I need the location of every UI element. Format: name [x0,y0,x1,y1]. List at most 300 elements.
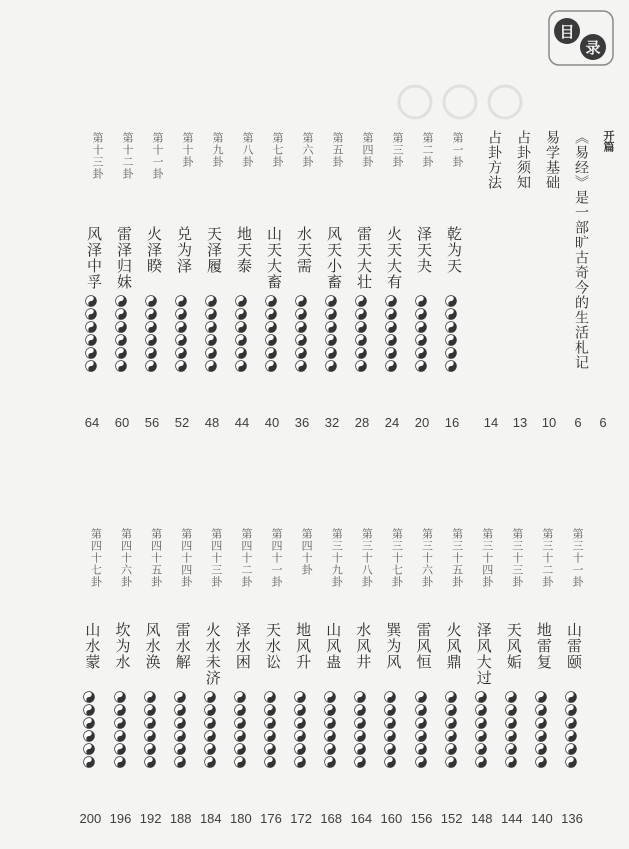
yin-yang-icon [324,756,336,768]
yin-yang-icon [174,730,186,742]
hexagram-symbols [535,691,549,769]
hexagram-ordinal: 第四十七卦 [89,528,103,588]
yin-yang-icon [265,347,277,359]
yin-yang-icon [324,704,336,716]
hexagram-entry[interactable] [439,528,465,828]
yin-yang-icon [235,334,247,346]
yin-yang-icon [295,334,307,346]
decorative-pattern [395,82,525,122]
hexagram-name: 风泽中孚 [85,226,103,290]
yin-yang-icon [235,360,247,372]
yin-yang-icon [475,717,487,729]
hexagram-name: 地雷复 [534,622,553,670]
yin-yang-icon [445,756,457,768]
hexagram-ordinal: 第一卦 [451,132,464,168]
yin-yang-icon [294,691,306,703]
yin-yang-icon [204,730,216,742]
hexagram-symbols [415,691,429,769]
hexagram-entry[interactable] [79,132,105,432]
yin-yang-icon [234,717,246,729]
prelim-entry[interactable] [478,130,504,430]
yin-yang-icon [294,730,306,742]
hexagram-ordinal: 第十一卦 [151,132,164,180]
hexagram-name: 风天小畜 [325,226,343,290]
hexagram-symbols [294,691,308,769]
hexagram-ordinal: 第五卦 [331,132,344,168]
hexagram-ordinal: 第四十五卦 [149,528,163,588]
yin-yang-icon [445,347,457,359]
yin-yang-icon [445,295,457,307]
yin-yang-icon [83,730,95,742]
yin-yang-icon [415,691,427,703]
yin-yang-icon [234,704,246,716]
page-number: 40 [264,415,280,430]
hexagram-name: 泽天夬 [415,226,433,274]
hexagram-name: 山天大畜 [265,226,283,290]
hexagram-symbols [475,691,489,769]
yin-yang-icon [354,730,366,742]
hexagram-entry[interactable] [349,132,375,432]
yin-yang-icon [505,691,517,703]
yin-yang-icon [415,347,427,359]
yin-yang-icon [324,743,336,755]
yin-yang-icon [205,295,217,307]
yin-yang-icon [475,743,487,755]
yin-yang-icon [144,756,156,768]
yin-yang-icon [535,730,547,742]
hexagram-symbols [115,295,129,373]
page-number: 6 [574,415,582,430]
hexagram-name: 地天泰 [235,226,253,274]
yin-yang-icon [294,743,306,755]
hexagram-name: 天水讼 [264,622,282,670]
page-number: 152 [440,811,463,826]
yin-yang-icon [325,360,337,372]
yin-yang-icon [144,717,156,729]
prelim-title: 易学基础 [544,130,560,190]
hexagram-entry[interactable] [348,528,374,828]
hexagram-ordinal: 第三十七卦 [390,528,404,588]
yin-yang-icon [505,717,517,729]
hexagram-name: 火风鼎 [444,622,463,670]
hexagram-symbols [144,691,158,769]
yin-yang-icon [235,347,247,359]
hexagram-entry[interactable] [199,132,225,432]
yin-yang-icon [355,360,367,372]
yin-yang-icon [385,347,397,359]
hexagram-symbols [265,295,279,373]
yin-yang-icon [324,730,336,742]
hexagram-symbols [384,691,398,769]
page-number: 168 [320,811,343,826]
yin-yang-icon [265,334,277,346]
yin-yang-icon [85,334,97,346]
page-number: 44 [234,415,250,430]
hexagram-name: 火泽睽 [145,226,163,274]
hexagram-entry[interactable] [409,132,435,432]
yin-yang-icon [355,308,367,320]
yin-yang-icon [355,347,367,359]
yin-yang-icon [85,360,97,372]
page-number: 48 [204,415,220,430]
prelim-title: 占卦方法 [486,130,502,190]
page-number: 200 [79,811,102,826]
hexagram-name: 山水蒙 [83,622,102,670]
hexagram-ordinal: 第九卦 [211,132,224,168]
yin-yang-icon [325,334,337,346]
yin-yang-icon [354,756,366,768]
hexagram-ordinal: 第十三卦 [91,132,104,180]
toc-title-badge [548,10,614,66]
hexagram-symbols [175,295,189,373]
yin-yang-icon [115,347,127,359]
page-number: 36 [294,415,310,430]
yin-yang-icon [384,704,396,716]
yin-yang-icon [445,743,457,755]
yin-yang-icon [175,295,187,307]
yin-yang-icon [145,334,157,346]
yin-yang-icon [385,308,397,320]
hexagram-ordinal: 第四十四卦 [179,528,193,588]
yin-yang-icon [144,704,156,716]
yin-yang-icon [85,321,97,333]
hexagram-ordinal: 第四十三卦 [209,528,223,588]
yin-yang-icon [234,691,246,703]
yin-yang-icon [145,295,157,307]
yin-yang-icon [114,717,126,729]
yin-yang-icon [234,730,246,742]
hexagram-ordinal: 第六卦 [301,132,314,168]
hexagram-ordinal: 第三十八卦 [360,528,374,588]
hexagram-symbols [355,295,369,373]
yin-yang-icon [565,756,577,768]
yin-yang-icon [295,321,307,333]
hexagram-entry[interactable] [469,528,495,828]
hexagram-entry[interactable] [258,528,284,828]
yin-yang-icon [114,691,126,703]
yin-yang-icon [115,334,127,346]
hexagram-name: 巽为风 [384,622,403,670]
hexagram-name: 泽水困 [233,622,252,670]
yin-yang-icon [144,730,156,742]
prelim-title: 占卦须知 [515,130,531,190]
page-number: 156 [410,811,433,826]
yin-yang-icon [204,743,216,755]
yin-yang-icon [445,704,457,716]
yin-yang-icon [205,308,217,320]
yin-yang-icon [505,756,517,768]
page-number: 64 [84,415,100,430]
yin-yang-icon [385,321,397,333]
yin-yang-icon [565,743,577,755]
hexagram-symbols [385,295,399,373]
hexagram-ordinal: 第三十四卦 [480,528,494,588]
yin-yang-icon [445,360,457,372]
hexagram-symbols [445,691,459,769]
yin-yang-icon [114,730,126,742]
hexagram-symbols [234,691,248,769]
yin-yang-icon [85,295,97,307]
yin-yang-icon [384,717,396,729]
yin-yang-icon [415,295,427,307]
hexagram-symbols [295,295,309,373]
yin-yang-icon [295,295,307,307]
hexagram-ordinal: 第三十六卦 [420,528,434,588]
yin-yang-icon [505,743,517,755]
hexagram-ordinal: 第三十九卦 [330,528,344,588]
yin-yang-icon [565,691,577,703]
hexagram-ordinal: 第八卦 [241,132,254,168]
page-number: 180 [230,811,252,826]
page-number: 148 [470,811,493,826]
hexagram-ordinal: 第三卦 [391,132,404,168]
hexagram-ordinal: 第三十五卦 [450,528,464,588]
page-number: 172 [290,811,312,826]
page-number: 10 [541,415,557,430]
page-number: 14 [483,415,499,430]
hexagram-symbols [114,691,128,769]
hexagram-entry[interactable] [288,528,314,828]
yin-yang-icon [145,347,157,359]
hexagram-name: 风水涣 [143,622,162,670]
yin-yang-icon [325,295,337,307]
yin-yang-icon [265,321,277,333]
hexagram-entry[interactable] [229,132,255,432]
yin-yang-icon [204,717,216,729]
yin-yang-icon [234,756,246,768]
hexagram-ordinal: 第四卦 [361,132,374,168]
hexagram-symbols [205,295,219,373]
hexagram-ordinal: 第四十六卦 [119,528,133,588]
hexagram-entry[interactable] [529,528,555,828]
yin-yang-icon [264,730,276,742]
prelim-entry[interactable] [536,130,562,430]
yin-yang-icon [294,704,306,716]
yin-yang-icon [205,321,217,333]
hexagram-ordinal: 第四十二卦 [239,528,253,588]
yin-yang-icon [445,691,457,703]
yin-yang-icon [325,308,337,320]
hexagram-ordinal: 第四十卦 [300,528,314,576]
page-number: 32 [324,415,340,430]
yin-yang-icon [354,704,366,716]
yin-yang-icon [475,730,487,742]
hexagram-entry[interactable] [139,132,165,432]
hexagram-symbols [145,295,159,373]
yin-yang-icon [415,756,427,768]
yin-yang-icon [114,743,126,755]
hexagram-entry[interactable] [318,528,344,828]
yin-yang-icon [264,691,276,703]
title-char-2: 录 [580,34,606,60]
hexagram-entry[interactable] [77,528,103,828]
yin-yang-icon [535,691,547,703]
yin-yang-icon [385,295,397,307]
hexagram-ordinal: 第三十一卦 [571,528,584,588]
yin-yang-icon [354,717,366,729]
hexagram-entry[interactable] [109,132,135,432]
yin-yang-icon [235,321,247,333]
hexagram-symbols [324,691,338,769]
yin-yang-icon [384,743,396,755]
page-number: 52 [174,415,190,430]
section-label: 开篇 [602,130,615,152]
yin-yang-icon [115,360,127,372]
yin-yang-icon [354,691,366,703]
yin-yang-icon [445,730,457,742]
hexagram-symbols [85,295,99,373]
page-number: 136 [561,811,583,826]
yin-yang-icon [294,756,306,768]
yin-yang-icon [174,717,186,729]
yin-yang-icon [175,347,187,359]
yin-yang-icon [325,321,337,333]
yin-yang-icon [295,308,307,320]
hexagram-entry[interactable] [259,132,285,432]
yin-yang-icon [85,308,97,320]
hexagram-ordinal: 第三十二卦 [540,528,554,588]
hexagram-entry[interactable] [559,528,585,828]
page-number: 140 [531,811,553,826]
yin-yang-icon [325,347,337,359]
hexagram-name: 雷水解 [173,622,192,670]
yin-yang-icon [175,360,187,372]
yin-yang-icon [265,308,277,320]
yin-yang-icon [145,360,157,372]
hexagram-entry[interactable] [319,132,345,432]
hexagram-name: 山雷颐 [565,622,583,670]
hexagram-name: 山风蛊 [324,622,343,670]
hexagram-entry[interactable] [379,132,405,432]
page-number: 192 [139,811,162,826]
hexagram-name: 天泽履 [205,226,223,274]
hexagram-symbols [445,295,459,373]
yin-yang-icon [385,360,397,372]
hexagram-entry[interactable] [228,528,254,828]
hexagram-name: 兑为泽 [175,226,193,274]
yin-yang-icon [415,717,427,729]
yin-yang-icon [174,756,186,768]
yin-yang-icon [264,717,276,729]
page-number: 188 [169,811,192,826]
yin-yang-icon [235,295,247,307]
yin-yang-icon [144,691,156,703]
yin-yang-icon [295,360,307,372]
hexagram-name: 天风姤 [504,622,523,670]
yin-yang-icon [475,704,487,716]
yin-yang-icon [204,756,216,768]
yin-yang-icon [355,321,367,333]
page-number: 160 [380,811,403,826]
hexagram-entry[interactable] [409,528,435,828]
hexagram-name: 水天需 [295,226,313,274]
hexagram-ordinal: 第十二卦 [121,132,134,180]
yin-yang-icon [415,334,427,346]
hexagram-name: 雷泽归妹 [115,226,133,290]
hexagram-name: 坎为水 [113,622,132,670]
hexagram-name: 水风井 [354,622,373,670]
hexagram-entry[interactable] [439,132,465,432]
yin-yang-icon [114,756,126,768]
page-number: 60 [114,415,130,430]
prelim-title: 《易经》是一部旷古奇今的生活札记 [573,130,589,370]
page-number: 16 [444,415,460,430]
yin-yang-icon [385,334,397,346]
yin-yang-icon [204,704,216,716]
yin-yang-icon [145,308,157,320]
hexagram-symbols [325,295,339,373]
hexagram-entry[interactable] [108,528,134,828]
yin-yang-icon [565,717,577,729]
hexagram-name: 火天大有 [385,226,403,290]
yin-yang-icon [324,691,336,703]
yin-yang-icon [445,321,457,333]
yin-yang-icon [445,717,457,729]
prelim-entry[interactable] [565,130,591,430]
yin-yang-icon [115,295,127,307]
page-number: 20 [414,415,430,430]
yin-yang-icon [205,360,217,372]
hexagram-entry[interactable] [138,528,164,828]
yin-yang-icon [175,334,187,346]
yin-yang-icon [384,756,396,768]
hexagram-symbols [174,691,188,769]
yin-yang-icon [145,321,157,333]
hexagram-entry[interactable] [378,528,404,828]
yin-yang-icon [114,704,126,716]
hexagram-ordinal: 第四十一卦 [270,528,283,588]
yin-yang-icon [445,308,457,320]
yin-yang-icon [505,730,517,742]
hexagram-name: 雷风恒 [414,622,433,670]
yin-yang-icon [264,756,276,768]
hexagram-entry[interactable] [289,132,315,432]
yin-yang-icon [565,730,577,742]
yin-yang-icon [295,347,307,359]
prelim-entry[interactable] [507,130,533,430]
yin-yang-icon [83,743,95,755]
yin-yang-icon [83,704,95,716]
yin-yang-icon [115,321,127,333]
yin-yang-icon [265,295,277,307]
yin-yang-icon [415,704,427,716]
page-number: 184 [199,811,222,826]
section-column [590,130,616,430]
hexagram-entry[interactable] [169,132,195,432]
yin-yang-icon [415,321,427,333]
yin-yang-icon [174,704,186,716]
hexagram-entry[interactable] [168,528,194,828]
hexagram-name: 地风升 [294,622,313,670]
hexagram-entry[interactable] [198,528,224,828]
yin-yang-icon [175,321,187,333]
hexagram-symbols [505,691,519,769]
hexagram-name: 乾为天 [445,226,463,274]
hexagram-symbols [83,691,97,769]
yin-yang-icon [294,717,306,729]
yin-yang-icon [83,717,95,729]
hexagram-name: 泽风大过 [474,622,493,686]
page-number: 28 [354,415,370,430]
page-number: 56 [144,415,160,430]
yin-yang-icon [355,334,367,346]
hexagram-symbols [264,691,278,769]
hexagram-entry[interactable] [499,528,525,828]
yin-yang-icon [144,743,156,755]
yin-yang-icon [505,704,517,716]
yin-yang-icon [384,691,396,703]
yin-yang-icon [324,717,336,729]
